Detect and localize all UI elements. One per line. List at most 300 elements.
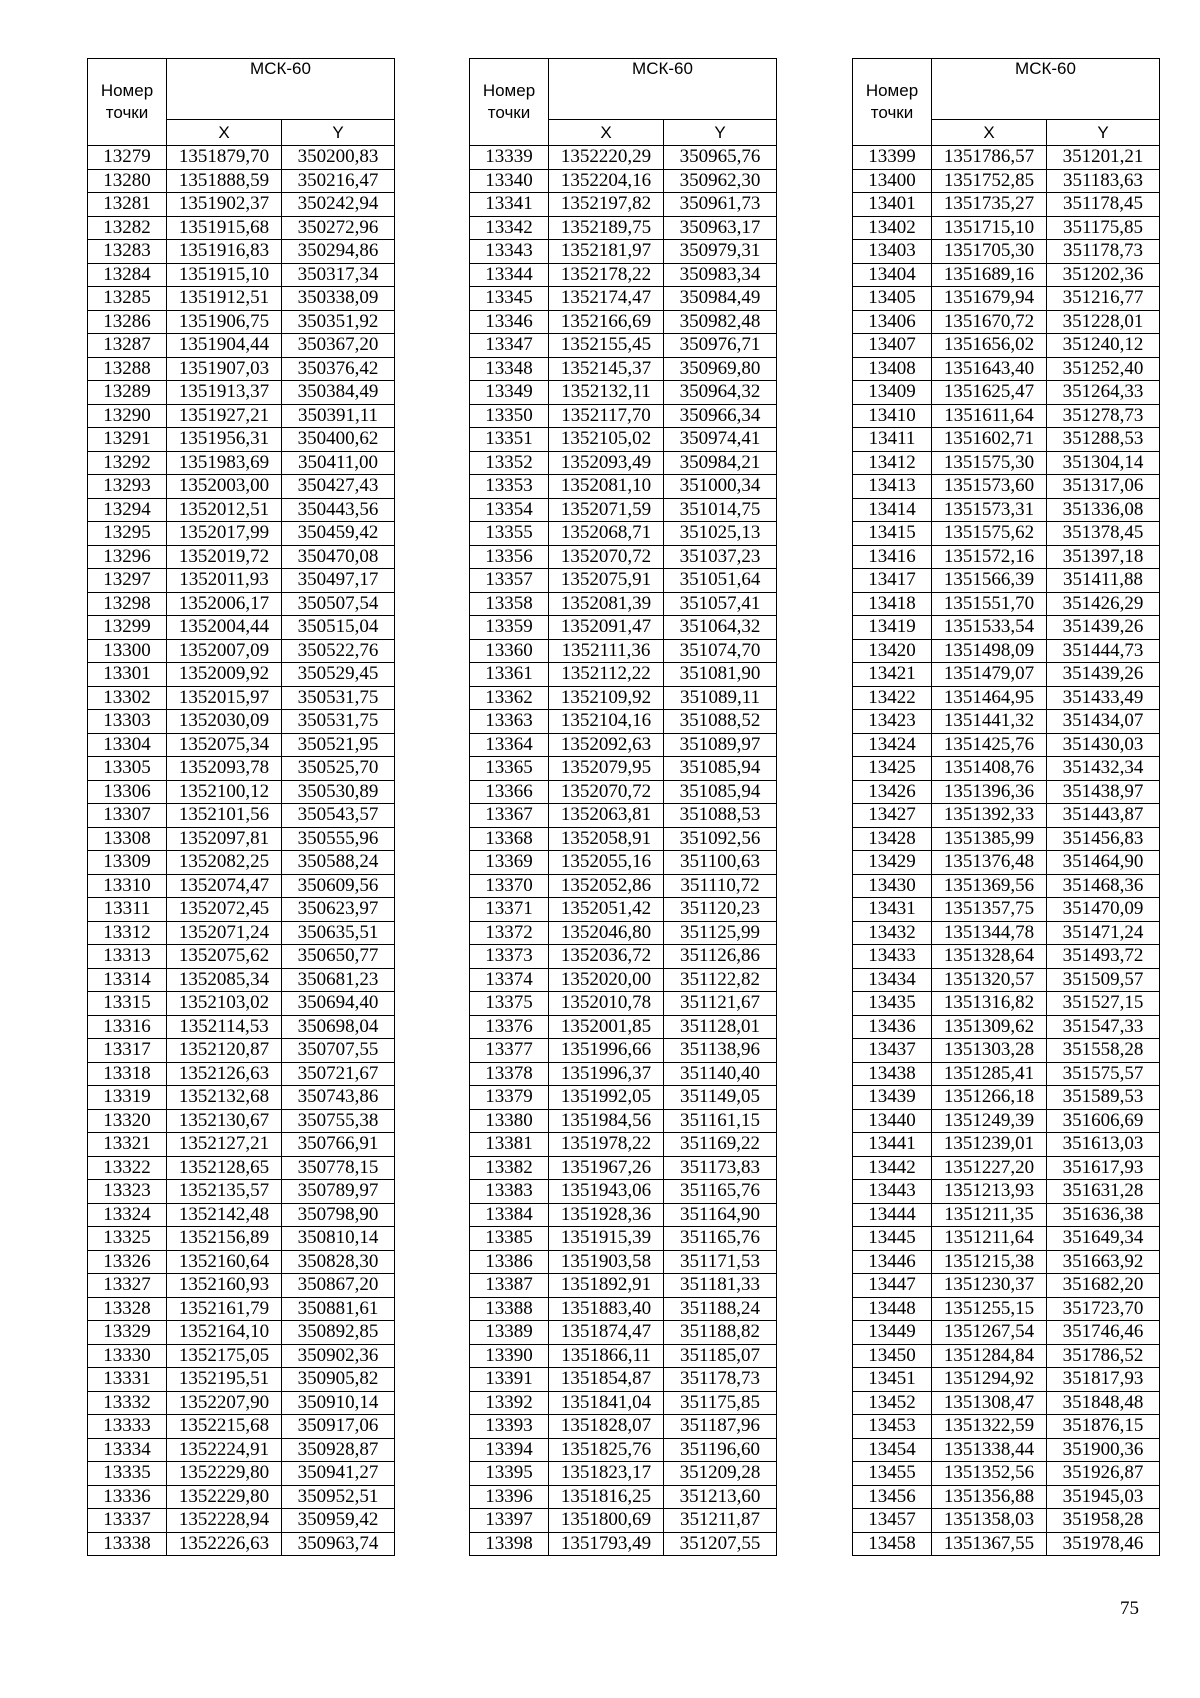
y-coordinate-cell: 350902,36 xyxy=(282,1344,395,1368)
point-number-cell: 13335 xyxy=(88,1462,167,1486)
x-coordinate-cell: 1351230,37 xyxy=(932,1274,1047,1298)
y-coordinate-cell: 351089,97 xyxy=(664,733,777,757)
y-coordinate-cell: 350391,11 xyxy=(282,404,395,428)
table-row xyxy=(88,1156,395,1180)
y-coordinate-cell: 351164,90 xyxy=(664,1203,777,1227)
point-number-cell: 13438 xyxy=(853,1062,932,1086)
point-number-cell: 13382 xyxy=(470,1156,549,1180)
point-number-cell: 13377 xyxy=(470,1039,549,1063)
table-row xyxy=(853,569,1160,593)
point-number-cell: 13443 xyxy=(853,1180,932,1204)
table-row xyxy=(88,639,395,663)
table-row xyxy=(470,1344,777,1368)
point-number-header: Номер точки xyxy=(853,59,932,146)
x-coordinate-cell: 1352075,34 xyxy=(167,733,282,757)
x-coordinate-cell: 1352195,51 xyxy=(167,1368,282,1392)
table-row xyxy=(88,1391,395,1415)
table-row xyxy=(853,1062,1160,1086)
x-coordinate-cell: 1352207,90 xyxy=(167,1391,282,1415)
table-row xyxy=(853,169,1160,193)
y-coordinate-cell: 351037,23 xyxy=(664,545,777,569)
x-coordinate-cell: 1351392,33 xyxy=(932,804,1047,828)
y-coordinate-cell: 351945,03 xyxy=(1047,1485,1160,1509)
table-row xyxy=(88,780,395,804)
x-coordinate-cell: 1351215,38 xyxy=(932,1250,1047,1274)
point-number-cell: 13380 xyxy=(470,1109,549,1133)
table-row xyxy=(88,1062,395,1086)
table-row xyxy=(853,1438,1160,1462)
table-row xyxy=(88,1415,395,1439)
y-coordinate-cell: 351185,07 xyxy=(664,1344,777,1368)
x-coordinate-cell: 1352004,44 xyxy=(167,616,282,640)
table-row xyxy=(853,451,1160,475)
y-coordinate-cell: 351110,72 xyxy=(664,874,777,898)
y-coordinate-cell: 351575,57 xyxy=(1047,1062,1160,1086)
table-row xyxy=(88,404,395,428)
point-number-cell: 13398 xyxy=(470,1532,549,1556)
y-coordinate-cell: 351509,57 xyxy=(1047,968,1160,992)
table-row xyxy=(88,522,395,546)
x-coordinate-cell: 1351907,03 xyxy=(167,357,282,381)
table-row xyxy=(470,404,777,428)
y-coordinate-cell: 351470,09 xyxy=(1047,898,1160,922)
y-coordinate-cell: 350384,49 xyxy=(282,381,395,405)
x-coordinate-cell: 1351344,78 xyxy=(932,921,1047,945)
x-coordinate-cell: 1351309,62 xyxy=(932,1015,1047,1039)
y-coordinate-cell: 351631,28 xyxy=(1047,1180,1160,1204)
y-coordinate-cell: 351100,63 xyxy=(664,851,777,875)
x-coordinate-cell: 1351611,64 xyxy=(932,404,1047,428)
table-body xyxy=(88,146,395,1556)
coordinate-system-header: МСК-60 xyxy=(167,59,395,120)
y-coordinate-cell: 350400,62 xyxy=(282,428,395,452)
table-row xyxy=(470,804,777,828)
x-coordinate-cell: 1351284,84 xyxy=(932,1344,1047,1368)
x-coordinate-cell: 1352085,34 xyxy=(167,968,282,992)
x-coordinate-cell: 1351915,68 xyxy=(167,216,282,240)
y-coordinate-cell: 350789,97 xyxy=(282,1180,395,1204)
y-coordinate-cell: 351682,20 xyxy=(1047,1274,1160,1298)
y-coordinate-cell: 351178,45 xyxy=(1047,193,1160,217)
coordinates-table-1 xyxy=(87,58,395,1556)
point-number-cell: 13360 xyxy=(470,639,549,663)
x-coordinate-cell: 1351735,27 xyxy=(932,193,1047,217)
x-coordinate-cell: 1351823,17 xyxy=(549,1462,664,1486)
point-number-cell: 13435 xyxy=(853,992,932,1016)
table-row xyxy=(88,945,395,969)
table-row xyxy=(853,1203,1160,1227)
point-number-cell: 13325 xyxy=(88,1227,167,1251)
table-row xyxy=(853,757,1160,781)
point-number-cell: 13445 xyxy=(853,1227,932,1251)
table-row xyxy=(88,733,395,757)
x-coordinate-cell: 1351874,47 xyxy=(549,1321,664,1345)
table-row xyxy=(88,1086,395,1110)
y-coordinate-cell: 351471,24 xyxy=(1047,921,1160,945)
point-number-cell: 13455 xyxy=(853,1462,932,1486)
point-number-cell: 13458 xyxy=(853,1532,932,1556)
x-coordinate-cell: 1351912,51 xyxy=(167,287,282,311)
x-coordinate-cell: 1351249,39 xyxy=(932,1109,1047,1133)
table-row xyxy=(853,1368,1160,1392)
table-row xyxy=(88,1203,395,1227)
y-coordinate-cell: 350200,83 xyxy=(282,146,395,170)
point-number-cell: 13415 xyxy=(853,522,932,546)
x-coordinate-cell: 1352075,62 xyxy=(167,945,282,969)
table-row xyxy=(853,240,1160,264)
x-coordinate-cell: 1351357,75 xyxy=(932,898,1047,922)
point-number-cell: 13282 xyxy=(88,216,167,240)
point-number-cell: 13318 xyxy=(88,1062,167,1086)
table-row xyxy=(853,616,1160,640)
x-coordinate-cell: 1352114,53 xyxy=(167,1015,282,1039)
table-row xyxy=(853,733,1160,757)
x-coordinate-cell: 1351883,40 xyxy=(549,1297,664,1321)
y-coordinate-cell: 351589,53 xyxy=(1047,1086,1160,1110)
point-number-cell: 13315 xyxy=(88,992,167,1016)
y-coordinate-cell: 350941,27 xyxy=(282,1462,395,1486)
table-row xyxy=(88,1509,395,1533)
y-coordinate-cell: 351188,24 xyxy=(664,1297,777,1321)
x-coordinate-cell: 1352128,65 xyxy=(167,1156,282,1180)
x-header: X xyxy=(167,120,282,146)
x-coordinate-cell: 1352068,71 xyxy=(549,522,664,546)
point-number-cell: 13336 xyxy=(88,1485,167,1509)
point-number-cell: 13329 xyxy=(88,1321,167,1345)
x-header: X xyxy=(932,120,1047,146)
y-coordinate-cell: 350681,23 xyxy=(282,968,395,992)
y-coordinate-cell: 350427,43 xyxy=(282,475,395,499)
point-number-cell: 13375 xyxy=(470,992,549,1016)
y-header: Y xyxy=(1047,120,1160,146)
x-coordinate-cell: 1351906,75 xyxy=(167,310,282,334)
table-row xyxy=(470,216,777,240)
point-number-cell: 13423 xyxy=(853,710,932,734)
x-coordinate-cell: 1352071,24 xyxy=(167,921,282,945)
x-coordinate-cell: 1351285,41 xyxy=(932,1062,1047,1086)
y-coordinate-cell: 351120,23 xyxy=(664,898,777,922)
table-row xyxy=(470,639,777,663)
point-number-cell: 13330 xyxy=(88,1344,167,1368)
y-coordinate-cell: 350623,97 xyxy=(282,898,395,922)
x-coordinate-cell: 1351358,03 xyxy=(932,1509,1047,1533)
point-number-cell: 13453 xyxy=(853,1415,932,1439)
table-row xyxy=(853,780,1160,804)
table-row xyxy=(88,827,395,851)
point-number-cell: 13323 xyxy=(88,1180,167,1204)
table-row xyxy=(470,1086,777,1110)
x-coordinate-cell: 1351356,88 xyxy=(932,1485,1047,1509)
table-row xyxy=(88,475,395,499)
y-coordinate-cell: 351430,03 xyxy=(1047,733,1160,757)
y-coordinate-cell: 351064,32 xyxy=(664,616,777,640)
y-coordinate-cell: 351202,36 xyxy=(1047,263,1160,287)
table-row xyxy=(470,498,777,522)
point-number-cell: 13440 xyxy=(853,1109,932,1133)
table-row xyxy=(470,334,777,358)
x-coordinate-cell: 1351656,02 xyxy=(932,334,1047,358)
y-coordinate-cell: 351411,88 xyxy=(1047,569,1160,593)
x-coordinate-cell: 1352181,97 xyxy=(549,240,664,264)
point-number-cell: 13319 xyxy=(88,1086,167,1110)
y-coordinate-cell: 350778,15 xyxy=(282,1156,395,1180)
point-number-cell: 13344 xyxy=(470,263,549,287)
point-number-cell: 13410 xyxy=(853,404,932,428)
point-number-cell: 13418 xyxy=(853,592,932,616)
table-row xyxy=(853,1485,1160,1509)
point-number-cell: 13439 xyxy=(853,1086,932,1110)
point-number-cell: 13422 xyxy=(853,686,932,710)
table-row xyxy=(853,193,1160,217)
table-row xyxy=(853,1321,1160,1345)
y-coordinate-cell: 350707,55 xyxy=(282,1039,395,1063)
table-row xyxy=(88,1368,395,1392)
point-number-cell: 13369 xyxy=(470,851,549,875)
table-row xyxy=(470,451,777,475)
table-row xyxy=(88,1462,395,1486)
point-number-cell: 13292 xyxy=(88,451,167,475)
point-number-cell: 13403 xyxy=(853,240,932,264)
point-number-cell: 13288 xyxy=(88,357,167,381)
y-coordinate-cell: 350962,30 xyxy=(664,169,777,193)
x-coordinate-cell: 1351369,56 xyxy=(932,874,1047,898)
table-row xyxy=(88,968,395,992)
table-row xyxy=(88,851,395,875)
y-coordinate-cell: 351444,73 xyxy=(1047,639,1160,663)
y-coordinate-cell: 351128,01 xyxy=(664,1015,777,1039)
table-row xyxy=(470,1133,777,1157)
y-coordinate-cell: 350338,09 xyxy=(282,287,395,311)
point-number-cell: 13400 xyxy=(853,169,932,193)
x-coordinate-cell: 1351903,58 xyxy=(549,1250,664,1274)
table-row xyxy=(88,545,395,569)
y-coordinate-cell: 351926,87 xyxy=(1047,1462,1160,1486)
y-coordinate-cell: 350216,47 xyxy=(282,169,395,193)
table-row xyxy=(470,663,777,687)
table-row xyxy=(853,592,1160,616)
point-number-cell: 13349 xyxy=(470,381,549,405)
x-coordinate-cell: 1351705,30 xyxy=(932,240,1047,264)
x-coordinate-cell: 1351866,11 xyxy=(549,1344,664,1368)
x-coordinate-cell: 1352001,85 xyxy=(549,1015,664,1039)
point-number-cell: 13304 xyxy=(88,733,167,757)
table-row xyxy=(470,1062,777,1086)
table-row xyxy=(470,1509,777,1533)
x-coordinate-cell: 1352117,70 xyxy=(549,404,664,428)
y-coordinate-cell: 351209,28 xyxy=(664,1462,777,1486)
point-number-cell: 13285 xyxy=(88,287,167,311)
table-row xyxy=(853,357,1160,381)
table-row xyxy=(470,1156,777,1180)
table-row xyxy=(88,310,395,334)
table-row xyxy=(470,992,777,1016)
y-coordinate-cell: 351434,07 xyxy=(1047,710,1160,734)
x-coordinate-cell: 1351376,48 xyxy=(932,851,1047,875)
point-number-cell: 13379 xyxy=(470,1086,549,1110)
table-row xyxy=(853,1227,1160,1251)
table-row xyxy=(853,498,1160,522)
table-row xyxy=(88,1133,395,1157)
table-row xyxy=(88,1109,395,1133)
point-number-cell: 13397 xyxy=(470,1509,549,1533)
x-coordinate-cell: 1351996,37 xyxy=(549,1062,664,1086)
y-coordinate-cell: 351663,92 xyxy=(1047,1250,1160,1274)
point-number-cell: 13314 xyxy=(88,968,167,992)
table-row xyxy=(88,1485,395,1509)
x-coordinate-cell: 1351255,15 xyxy=(932,1297,1047,1321)
y-coordinate-cell: 351089,11 xyxy=(664,686,777,710)
y-coordinate-cell: 351558,28 xyxy=(1047,1039,1160,1063)
y-coordinate-cell: 350963,17 xyxy=(664,216,777,240)
x-coordinate-cell: 1351879,70 xyxy=(167,146,282,170)
x-coordinate-cell: 1351786,57 xyxy=(932,146,1047,170)
point-number-cell: 13310 xyxy=(88,874,167,898)
table-row xyxy=(88,663,395,687)
x-coordinate-cell: 1352055,16 xyxy=(549,851,664,875)
y-coordinate-cell: 351848,48 xyxy=(1047,1391,1160,1415)
table-row xyxy=(470,1462,777,1486)
point-number-cell: 13429 xyxy=(853,851,932,875)
point-number-cell: 13343 xyxy=(470,240,549,264)
y-coordinate-cell: 350242,94 xyxy=(282,193,395,217)
point-number-cell: 13305 xyxy=(88,757,167,781)
x-coordinate-cell: 1351367,55 xyxy=(932,1532,1047,1556)
point-number-cell: 13364 xyxy=(470,733,549,757)
x-coordinate-cell: 1352215,68 xyxy=(167,1415,282,1439)
point-number-cell: 13341 xyxy=(470,193,549,217)
y-coordinate-cell: 351876,15 xyxy=(1047,1415,1160,1439)
point-number-cell: 13401 xyxy=(853,193,932,217)
x-coordinate-cell: 1351322,59 xyxy=(932,1415,1047,1439)
table-row xyxy=(88,921,395,945)
point-number-cell: 13431 xyxy=(853,898,932,922)
x-coordinate-cell: 1351479,07 xyxy=(932,663,1047,687)
point-number-cell: 13430 xyxy=(853,874,932,898)
y-coordinate-cell: 351211,87 xyxy=(664,1509,777,1533)
table-row xyxy=(853,1133,1160,1157)
table-row xyxy=(470,757,777,781)
point-number-cell: 13308 xyxy=(88,827,167,851)
point-number-cell: 13334 xyxy=(88,1438,167,1462)
table-row xyxy=(853,404,1160,428)
x-coordinate-cell: 1352093,49 xyxy=(549,451,664,475)
x-coordinate-cell: 1351625,47 xyxy=(932,381,1047,405)
point-number-cell: 13291 xyxy=(88,428,167,452)
x-coordinate-cell: 1351385,99 xyxy=(932,827,1047,851)
table-row xyxy=(470,1485,777,1509)
table-row xyxy=(470,475,777,499)
point-number-cell: 13350 xyxy=(470,404,549,428)
x-coordinate-cell: 1351956,31 xyxy=(167,428,282,452)
point-number-cell: 13373 xyxy=(470,945,549,969)
point-number-cell: 13441 xyxy=(853,1133,932,1157)
y-coordinate-cell: 350928,87 xyxy=(282,1438,395,1462)
table-row xyxy=(470,263,777,287)
point-number-cell: 13346 xyxy=(470,310,549,334)
x-coordinate-cell: 1352052,86 xyxy=(549,874,664,898)
y-coordinate-cell: 350905,82 xyxy=(282,1368,395,1392)
point-number-cell: 13456 xyxy=(853,1485,932,1509)
point-number-cell: 13391 xyxy=(470,1368,549,1392)
x-coordinate-cell: 1351915,10 xyxy=(167,263,282,287)
y-coordinate-cell: 350966,34 xyxy=(664,404,777,428)
point-number-cell: 13353 xyxy=(470,475,549,499)
y-coordinate-cell: 351138,96 xyxy=(664,1039,777,1063)
point-number-cell: 13289 xyxy=(88,381,167,405)
y-coordinate-cell: 350698,04 xyxy=(282,1015,395,1039)
y-coordinate-cell: 350609,56 xyxy=(282,874,395,898)
point-number-cell: 13316 xyxy=(88,1015,167,1039)
table-row xyxy=(88,1532,395,1556)
y-coordinate-cell: 350976,71 xyxy=(664,334,777,358)
y-coordinate-cell: 350881,61 xyxy=(282,1297,395,1321)
table-row xyxy=(88,616,395,640)
table-row xyxy=(88,1438,395,1462)
y-coordinate-cell: 351085,94 xyxy=(664,780,777,804)
table-row xyxy=(88,592,395,616)
x-coordinate-cell: 1352063,81 xyxy=(549,804,664,828)
point-number-cell: 13357 xyxy=(470,569,549,593)
y-coordinate-cell: 351149,05 xyxy=(664,1086,777,1110)
table-row xyxy=(470,851,777,875)
x-coordinate-cell: 1351679,94 xyxy=(932,287,1047,311)
y-coordinate-cell: 351426,29 xyxy=(1047,592,1160,616)
x-coordinate-cell: 1352071,59 xyxy=(549,498,664,522)
table-row xyxy=(88,874,395,898)
point-number-cell: 13432 xyxy=(853,921,932,945)
x-coordinate-cell: 1352175,05 xyxy=(167,1344,282,1368)
y-coordinate-cell: 351140,40 xyxy=(664,1062,777,1086)
x-coordinate-cell: 1352104,16 xyxy=(549,710,664,734)
point-number-cell: 13387 xyxy=(470,1274,549,1298)
point-number-cell: 13450 xyxy=(853,1344,932,1368)
y-coordinate-cell: 351606,69 xyxy=(1047,1109,1160,1133)
table-row xyxy=(470,780,777,804)
y-coordinate-cell: 351175,85 xyxy=(1047,216,1160,240)
y-coordinate-cell: 350963,74 xyxy=(282,1532,395,1556)
y-coordinate-cell: 351723,70 xyxy=(1047,1297,1160,1321)
x-coordinate-cell: 1352197,82 xyxy=(549,193,664,217)
point-number-cell: 13306 xyxy=(88,780,167,804)
y-coordinate-cell: 351178,73 xyxy=(664,1368,777,1392)
x-coordinate-cell: 1352017,99 xyxy=(167,522,282,546)
table-row xyxy=(88,1274,395,1298)
y-coordinate-cell: 351433,49 xyxy=(1047,686,1160,710)
point-number-cell: 13337 xyxy=(88,1509,167,1533)
table-row xyxy=(470,686,777,710)
y-coordinate-cell: 350294,86 xyxy=(282,240,395,264)
x-coordinate-cell: 1351425,76 xyxy=(932,733,1047,757)
point-number-cell: 13386 xyxy=(470,1250,549,1274)
point-number-cell: 13352 xyxy=(470,451,549,475)
y-coordinate-cell: 351187,96 xyxy=(664,1415,777,1439)
x-coordinate-cell: 1352079,95 xyxy=(549,757,664,781)
table-row xyxy=(470,1297,777,1321)
table-row xyxy=(470,616,777,640)
y-coordinate-cell: 350694,40 xyxy=(282,992,395,1016)
table-row xyxy=(853,1086,1160,1110)
y-coordinate-cell: 350376,42 xyxy=(282,357,395,381)
y-header: Y xyxy=(664,120,777,146)
point-number-cell: 13300 xyxy=(88,639,167,663)
x-coordinate-cell: 1352111,36 xyxy=(549,639,664,663)
table-row xyxy=(853,146,1160,170)
x-coordinate-cell: 1352006,17 xyxy=(167,592,282,616)
point-number-cell: 13324 xyxy=(88,1203,167,1227)
x-coordinate-cell: 1351967,26 xyxy=(549,1156,664,1180)
y-coordinate-cell: 351547,33 xyxy=(1047,1015,1160,1039)
table-row xyxy=(88,804,395,828)
